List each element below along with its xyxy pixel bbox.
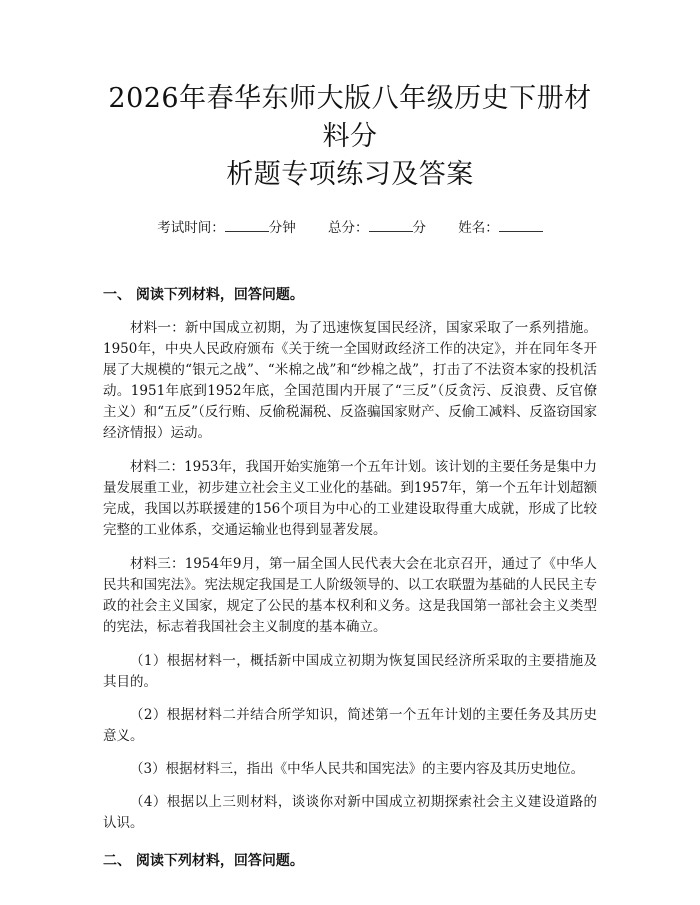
- material-1: 材料一：新中国成立初期，为了迅速恢复国民经济，国家采取了一系列措施。1950年，中央人民政府颁布《关于统一全国财政经济工作的决定》，并在同年冬开展了大规模的“银元之战”、“米棉之战”和“纱棉之战”，打击了不法资本家的投机活动。1951年底到1952年底，全国范围内开展了“三反”（反贪污、反浪费、反官僚主义）和“五反”（反行贿、反偷税漏税、反盗骗国家财产、反偷工减料、反盗窃国家经济情报）运动。: [103, 320, 597, 441]
- score-label: 总分：: [328, 220, 369, 236]
- title-line-1: 2026年春华东师大版八年级历史下册材料分: [108, 83, 592, 152]
- question-4: （4）根据以上三则材料，谈谈你对新中国成立初期探索社会主义建设道路的认识。: [103, 794, 597, 831]
- score-unit: 分: [412, 220, 426, 236]
- material-2: 材料二：1953年，我国开始实施第一个五年计划。该计划的主要任务是集中力量发展重工业，初步建立社会主义工业化的基础。到1957年，第一个五年计划超额完成，我国以苏联援建的156个项目为中心的工业建设取得重大成就，形成了比较完整的工业体系，交通运输业也得到显著发展。: [103, 459, 597, 538]
- question-3: （3）根据材料三，指出《中华人民共和国宪法》的主要内容及其历史地位。: [130, 761, 585, 777]
- time-label: 考试时间：: [157, 220, 225, 236]
- exam-time: [157, 216, 296, 236]
- exam-info: [103, 216, 597, 238]
- question-2: （2）根据材料二并结合所学知识，简述第一个五年计划的主要任务及其历史意义。: [103, 707, 597, 744]
- name-label: 姓名：: [458, 220, 499, 236]
- section-heading-1: 一、 阅读下列材料，回答问题。: [103, 287, 304, 303]
- section-heading-2: 二、 阅读下列材料，回答问题。: [103, 853, 304, 869]
- time-blank: [225, 217, 269, 232]
- question-1: （1）根据材料一，概括新中国成立初期为恢复国民经济所采取的主要措施及其目的。: [103, 653, 597, 690]
- time-unit: 分钟: [268, 220, 296, 236]
- name-blank: [499, 217, 543, 232]
- title-line-2: 析题专项练习及答案: [226, 159, 474, 190]
- material-3: 材料三：1954年9月，第一届全国人民代表大会在北京召开，通过了《中华人民共和国宪法》。宪法规定我国是工人阶级领导的、以工农联盟为基础的人民民主专政的社会主义国家，规定了公民的基本权利和义务。这是我国第一部社会主义类型的宪法，标志着我国社会主义制度的基本确立。: [103, 556, 597, 635]
- student-name: [458, 216, 543, 236]
- total-score: [328, 216, 426, 236]
- document-title: [103, 80, 597, 194]
- score-blank: [369, 217, 413, 232]
